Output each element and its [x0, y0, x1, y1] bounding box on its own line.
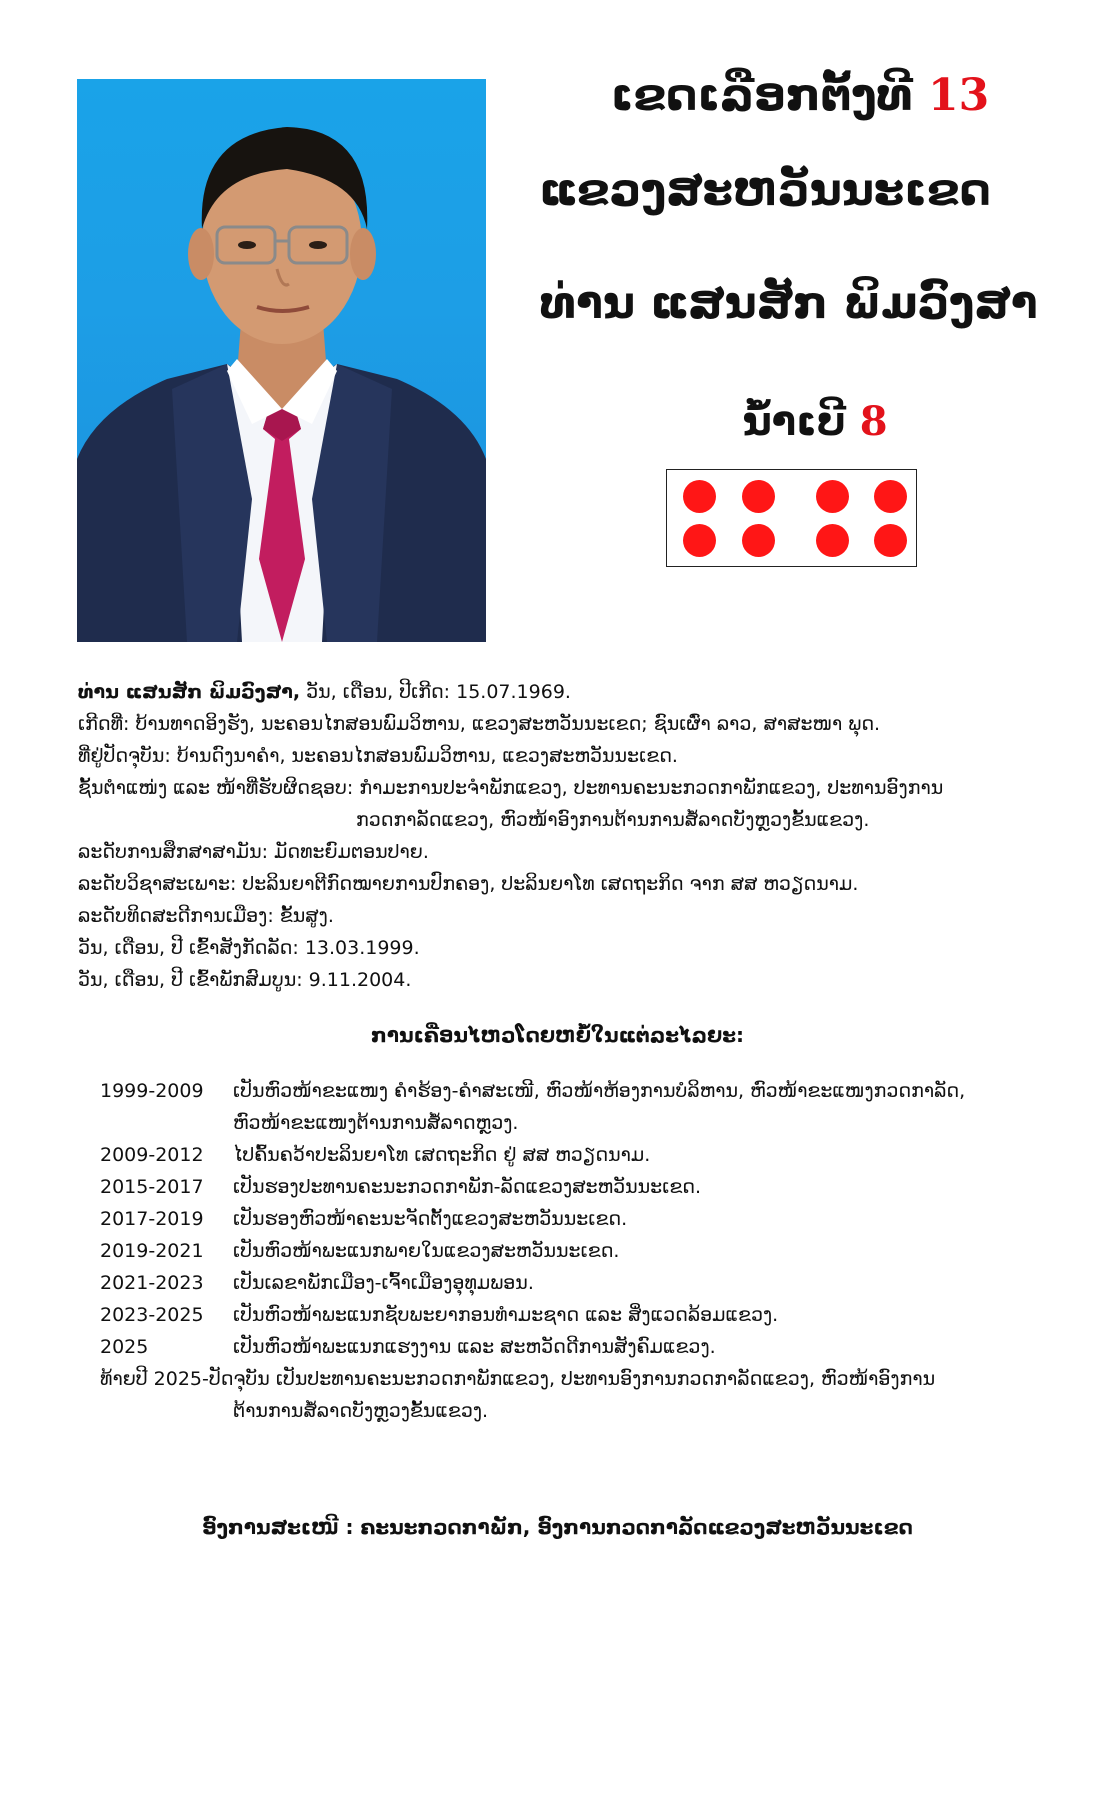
district-heading: ເຂດເລືອກຕັ້ງທີ 13: [610, 70, 990, 121]
ballot-number: 8: [859, 398, 888, 445]
ballot-dot-icon: [816, 524, 849, 557]
ballot-dot-icon: [742, 480, 775, 513]
bio-education: ລະດັບການສຶກສາສາມັນ: ມັດທະຍົມຕອນປາຍ.: [78, 841, 429, 863]
career-year: 2017-2019: [100, 1208, 204, 1230]
career-year: 1999-2009: [100, 1080, 204, 1102]
proposing-organization: ອົງການສະເໜີ : ຄະນະກວດກາພັກ, ອົງການກວດກາລັດແຂວງສະຫວັນນະເຂດ: [202, 1515, 913, 1539]
career-year: 2025: [100, 1336, 149, 1358]
career-text: ເປັນຫົວໜ້າພະແນກພາຍໃນແຂວງສະຫວັນນະເຂດ.: [233, 1240, 620, 1262]
ballot-number-heading: ນ້ຳເບີ 8: [742, 398, 888, 445]
bio-join-state: ວັນ, ເດືອນ, ປີ ເຂົ້າສັງກັດລັດ: 13.03.1999.: [78, 937, 420, 959]
bio-birthplace: ເກີດທີ່: ບ້ານທາດອິງຮັງ, ນະຄອນໄກສອນພົມວິຫານ, ແຂວງສະຫວັນນະເຂດ; ຊົນເຜົ່າ ລາວ, ສາສະໜາ ພຸດ.: [78, 713, 881, 735]
ballot-dot-icon: [874, 524, 907, 557]
bio-political-theory: ລະດັບທິດສະດີການເມືອງ: ຂັ້ນສູງ.: [78, 905, 334, 927]
ballot-dot-icon: [816, 480, 849, 513]
career-current-line-1: ທ້າຍປີ 2025-ປັດຈຸບັນ ເປັນປະທານຄະນະກວດກາພັກແຂວງ, ປະທານອົງການກວດກາລັດແຂວງ, ຫົວໜ້າອົງການ: [100, 1368, 936, 1390]
career-text: ເປັນຫົວໜ້າພະແນກແຮງງານ ແລະ ສະຫວັດດີການສັງຄົມແຂວງ.: [233, 1336, 716, 1358]
bio-name: ທ່ານ ແສນສັກ ພິມວົງສາ,: [78, 681, 301, 703]
candidate-name-heading: ທ່ານ ແສນສັກ ພິມວົງສາ: [540, 278, 1038, 329]
career-year: 2015-2017: [100, 1176, 204, 1198]
career-text: ເປັນຫົວໜ້າພະແນກຊັບພະຍາກອນທຳມະຊາດ ແລະ ສິ່ງແວດລ້ອມແຂວງ.: [233, 1304, 779, 1326]
candidate-photo: [77, 79, 486, 642]
career-year: 2023-2025: [100, 1304, 204, 1326]
district-number: 13: [927, 70, 990, 121]
career-current-line-2: ຕ້ານການສໍ້ລາດບັງຫຼວງຂັ້ນແຂວງ.: [233, 1400, 489, 1422]
bio-residence: ທີ່ຢູ່ປັດຈຸບັນ: ບ້ານດົງນາຄຳ, ນະຄອນໄກສອນພົມວິຫານ, ແຂວງສະຫວັນນະເຂດ.: [78, 745, 678, 767]
career-year: 2009-2012: [100, 1144, 204, 1166]
bio-position-line-1: ຊັ້ນຕຳແໜ່ງ ແລະ ໜ້າທີ່ຮັບຜິດຊອບ: ກຳມະການປະຈຳພັກແຂວງ, ປະທານຄະນະກວດກາພັກແຂວງ, ປະທານອົງການ: [78, 777, 944, 799]
career-text: ຫົວໜ້າຂະແໜງຕ້ານການສໍ້ລາດຫຼວງ.: [233, 1112, 519, 1134]
ballot-dot-icon: [742, 524, 775, 557]
career-section-title: ການເຄື່ອນໄຫວໂດຍຫຍໍ້ໃນແຕ່ລະໄລຍະ:: [370, 1023, 745, 1047]
province-heading: ແຂວງສະຫວັນນະເຂດ: [539, 165, 991, 216]
ballot-dots-box: [666, 469, 917, 567]
career-year: 2021-2023: [100, 1272, 204, 1294]
bio-dob: ວັນ, ເດືອນ, ປີເກີດ: 15.07.1969.: [300, 681, 571, 703]
ballot-dot-icon: [874, 480, 907, 513]
career-text: ເປັນຮອງຫົວໜ້າຄະນະຈັດຕັ້ງແຂວງສະຫວັນນະເຂດ.: [233, 1208, 628, 1230]
career-year: 2019-2021: [100, 1240, 204, 1262]
bio-name-dob: [78, 676, 571, 708]
bio-specialization: ລະດັບວິຊາສະເພາະ: ປະລິນຍາຕີກົດໝາຍການປົກຄອງ, ປະລິນຍາໂທ ເສດຖະກິດ ຈາກ ສສ ຫວຽດນາມ.: [78, 873, 859, 895]
career-text: ເປັນຮອງປະທານຄະນະກວດກາພັກ-ລັດແຂວງສະຫວັນນະເຂດ.: [233, 1176, 702, 1198]
bio-join-party: ວັນ, ເດືອນ, ປີ ເຂົ້າພັກສົມບູນ: 9.11.2004.: [78, 969, 412, 991]
bio-position-line-2: ກວດກາລັດແຂວງ, ຫົວໜ້າອົງການຕ້ານການສໍ້ລາດບັງຫຼວງຂັ້ນແຂວງ.: [356, 809, 870, 831]
ballot-dot-icon: [683, 480, 716, 513]
career-text: ເປັນເລຂາພັກເມືອງ-ເຈົ້າເມືອງອຸທຸມພອນ.: [233, 1272, 534, 1294]
career-text: ໄປຄົ້ນຄວ້າປະລິນຍາໂທ ເສດຖະກິດ ຢູ່ ສສ ຫວຽດນາມ.: [233, 1144, 651, 1166]
ballot-dot-icon: [683, 524, 716, 557]
career-text: ເປັນຫົວໜ້າຂະແໜງ ຄຳຮ້ອງ-ຄຳສະເໜີ, ຫົວໜ້າຫ້ອງການບໍລິຫານ, ຫົວໜ້າຂະແໜງກວດກາລັດ,: [233, 1080, 966, 1102]
